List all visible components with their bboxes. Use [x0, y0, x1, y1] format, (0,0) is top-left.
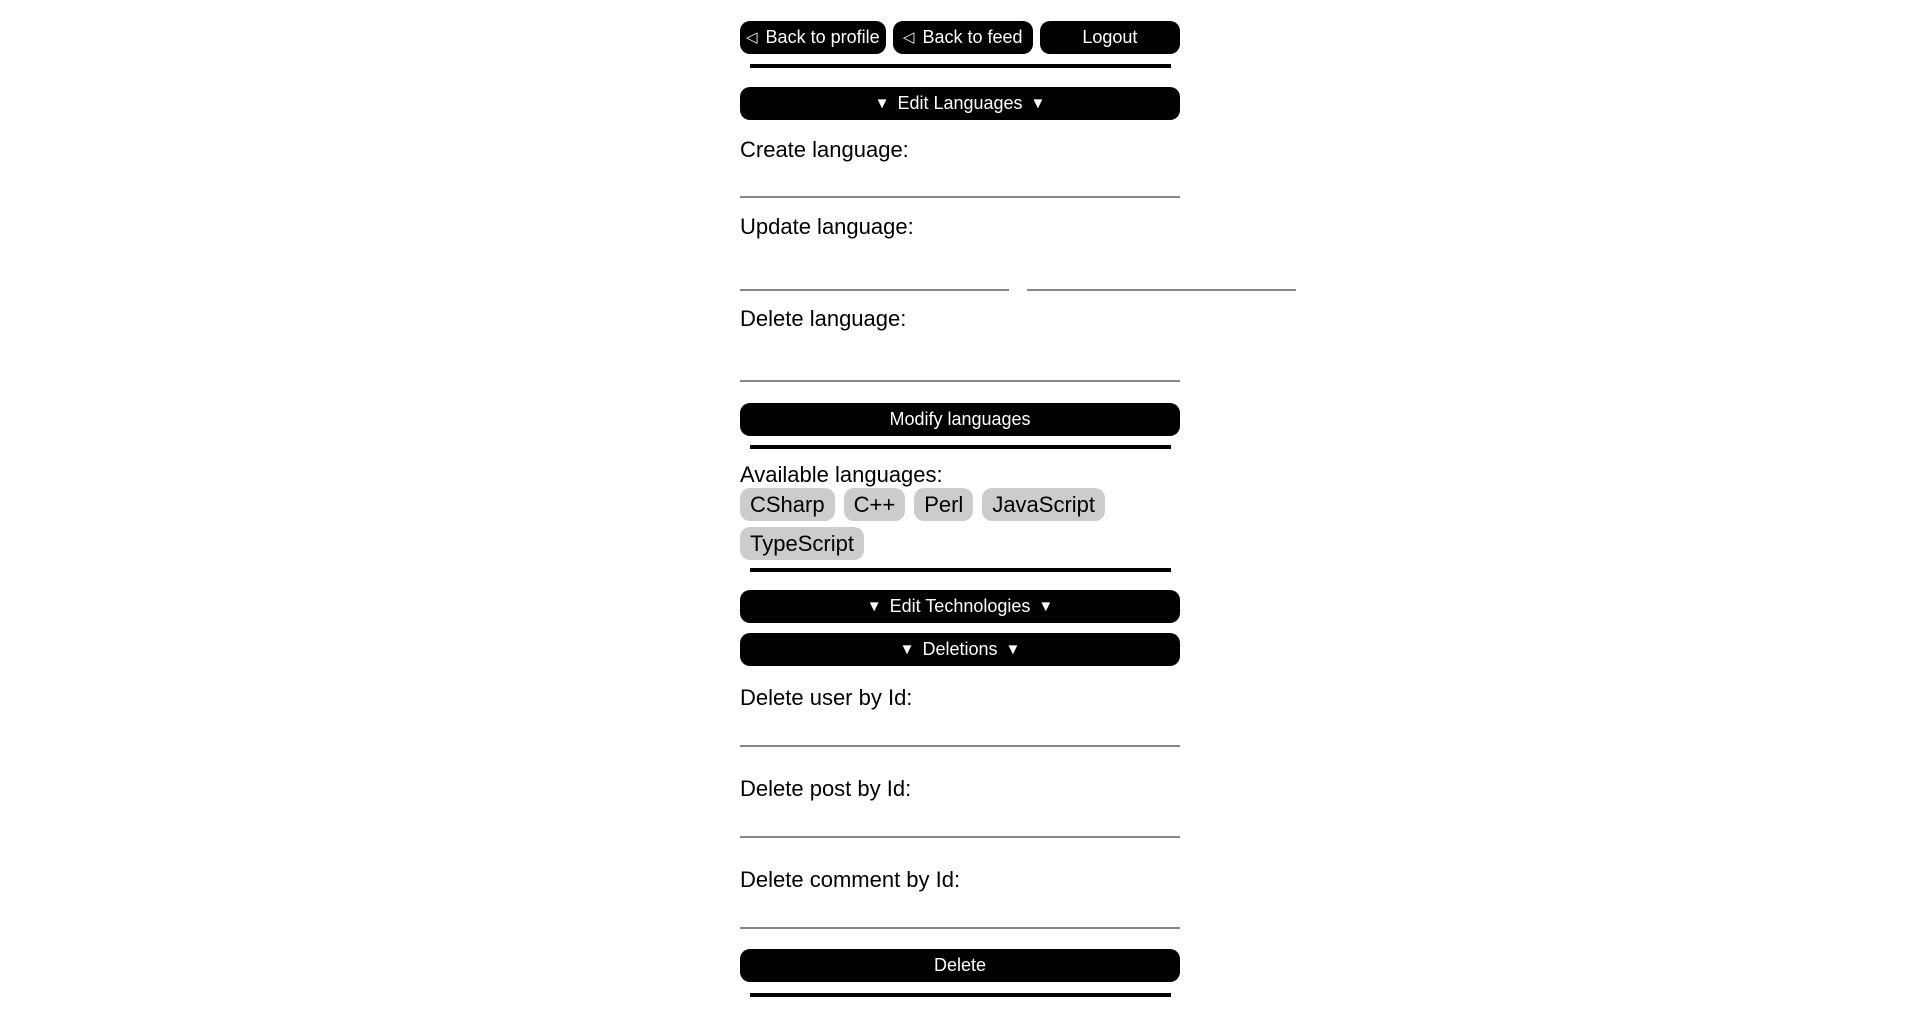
logout-label: Logout: [1082, 27, 1138, 47]
modify-languages-label: Modify languages: [889, 409, 1031, 429]
back-to-profile-label: Back to profile: [765, 27, 880, 47]
caret-down-icon: ▼: [874, 95, 890, 112]
update-language-from-input[interactable]: [740, 263, 1009, 291]
edit-technologies-toggle-label: Edit Technologies: [889, 596, 1031, 616]
language-tag[interactable]: JavaScript: [982, 488, 1105, 521]
admin-panel-column: [740, 0, 1180, 997]
delete-button[interactable]: [740, 949, 1180, 982]
edit-technologies-toggle[interactable]: [740, 590, 1180, 623]
edit-languages-toggle[interactable]: [740, 87, 1180, 120]
divider: [750, 993, 1171, 997]
delete-comment-id-input[interactable]: [740, 901, 1180, 929]
update-language-to-input[interactable]: [1027, 263, 1296, 291]
caret-down-icon: ▼: [899, 641, 915, 658]
caret-down-icon: ▼: [1038, 598, 1054, 615]
divider: [750, 64, 1171, 68]
back-to-feed-button[interactable]: [893, 21, 1033, 54]
language-tag[interactable]: CSharp: [740, 488, 835, 521]
update-language-input-pair: [740, 263, 1180, 291]
logout-button[interactable]: [1040, 21, 1180, 54]
caret-down-icon: ▼: [1005, 641, 1021, 658]
top-nav-button-row: [740, 21, 1180, 54]
delete-language-label: Delete language:: [740, 306, 907, 331]
modify-languages-button[interactable]: [740, 403, 1180, 436]
divider: [750, 568, 1171, 572]
delete-user-id-input[interactable]: [740, 719, 1180, 747]
back-to-feed-label: Back to feed: [922, 27, 1023, 47]
create-language-input[interactable]: [740, 170, 1180, 198]
delete-post-id-input[interactable]: [740, 810, 1180, 838]
delete-button-label: Delete: [933, 955, 987, 975]
left-triangle-icon: ◁: [902, 29, 915, 46]
available-languages-list: [740, 488, 1180, 560]
delete-language-input[interactable]: [740, 354, 1180, 382]
language-tag[interactable]: TypeScript: [740, 527, 864, 560]
deletions-toggle-label: Deletions: [922, 639, 998, 659]
available-languages-label: Available languages:: [740, 462, 943, 487]
language-tag[interactable]: Perl: [914, 488, 973, 521]
delete-user-label: Delete user by Id:: [740, 685, 913, 710]
language-tag[interactable]: C++: [844, 488, 906, 521]
left-triangle-icon: ◁: [746, 29, 758, 46]
update-language-label: Update language:: [740, 214, 914, 239]
edit-languages-toggle-label: Edit Languages: [897, 93, 1023, 113]
divider: [750, 445, 1171, 449]
caret-down-icon: ▼: [1030, 95, 1046, 112]
create-language-label: Create language:: [740, 137, 909, 162]
back-to-profile-button[interactable]: [740, 21, 886, 54]
delete-comment-label: Delete comment by Id:: [740, 867, 961, 892]
deletions-toggle[interactable]: [740, 633, 1180, 666]
delete-post-label: Delete post by Id:: [740, 776, 912, 801]
caret-down-icon: ▼: [866, 598, 882, 615]
